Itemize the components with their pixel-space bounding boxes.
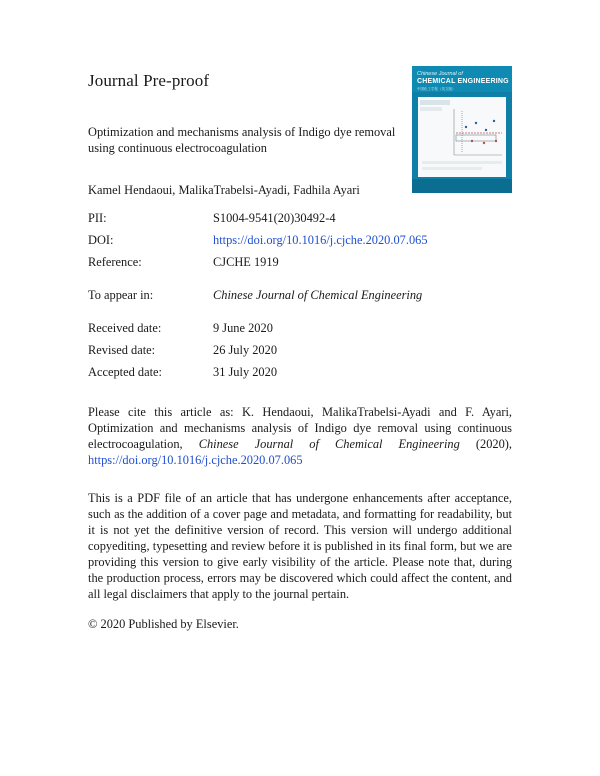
cover-brand-small: Chinese Journal of — [417, 71, 463, 77]
pii-label: PII: — [88, 211, 107, 225]
article-authors: Kamel Hendaoui, MalikaTrabelsi-Ayadi, Fadhila Ayari — [88, 183, 360, 197]
cover-brand-big: CHEMICAL ENGINEERING — [417, 78, 509, 85]
copyright-line: © 2020 Published by Elsevier. — [88, 617, 239, 631]
citation-intro: Please cite this article as: K. Hendaoui, MalikaTrabelsi-Ayadi and F. Ayari, Optimization and mechanisms analysis of Indigo dye removal using continuous electrocoagulation, — [88, 405, 512, 451]
appear-in-label: To appear in: — [88, 288, 154, 302]
cover-footer-band — [412, 179, 512, 193]
doi-link[interactable]: https://doi.org/10.1016/j.cjche.2020.07.065 — [213, 233, 428, 247]
received-date-label: Received date: — [88, 321, 162, 335]
revised-date-label: Revised date: — [88, 343, 156, 357]
citation-year: (2020), — [475, 437, 513, 451]
revised-date-value: 26 July 2020 — [213, 343, 278, 357]
cover-figure-graphic — [418, 97, 506, 177]
cover-figure-panel — [418, 97, 506, 177]
accepted-date-label: Accepted date: — [88, 365, 162, 379]
citation-journal: Chinese Journal of Chemical Engineering — [198, 437, 460, 451]
citation-doi-link[interactable]: https://doi.org/10.1016/j.cjche.2020.07.065 — [88, 453, 303, 467]
citation-paragraph — [88, 404, 512, 468]
reference-value: CJCHE 1919 — [213, 255, 279, 269]
cover-header-band — [412, 66, 512, 92]
journal-preproof-heading: Journal Pre-proof — [88, 71, 210, 90]
accepted-date-value: 31 July 2020 — [213, 365, 278, 379]
cover-brand-cn: 中国化工学报（英文版） — [417, 87, 456, 91]
received-date-value: 9 June 2020 — [213, 321, 273, 335]
reference-label: Reference: — [88, 255, 142, 269]
article-title: Optimization and mechanisms analysis of Indigo dye removal using continuous electrocoagulation — [88, 125, 396, 155]
pii-value: S1004-9541(20)30492-4 — [213, 211, 336, 225]
appear-in-value: Chinese Journal of Chemical Engineering — [213, 288, 423, 302]
journal-cover-thumbnail — [412, 66, 512, 193]
preproof-notice-paragraph: This is a PDF file of an article that has undergone enhancements after acceptance, such as the addition of a cover page and metadata, and formatting for readability, but it is not yet the definitive version of record. This version will undergo additional copyediting, typesetting and review before it is published in its final form, but we are providing this version to give early visibility of the article. Please note that, during the production process, errors may be discovered which could affect the content, and all legal disclaimers that apply to the journal pertain. — [88, 491, 512, 601]
doi-label: DOI: — [88, 233, 114, 247]
